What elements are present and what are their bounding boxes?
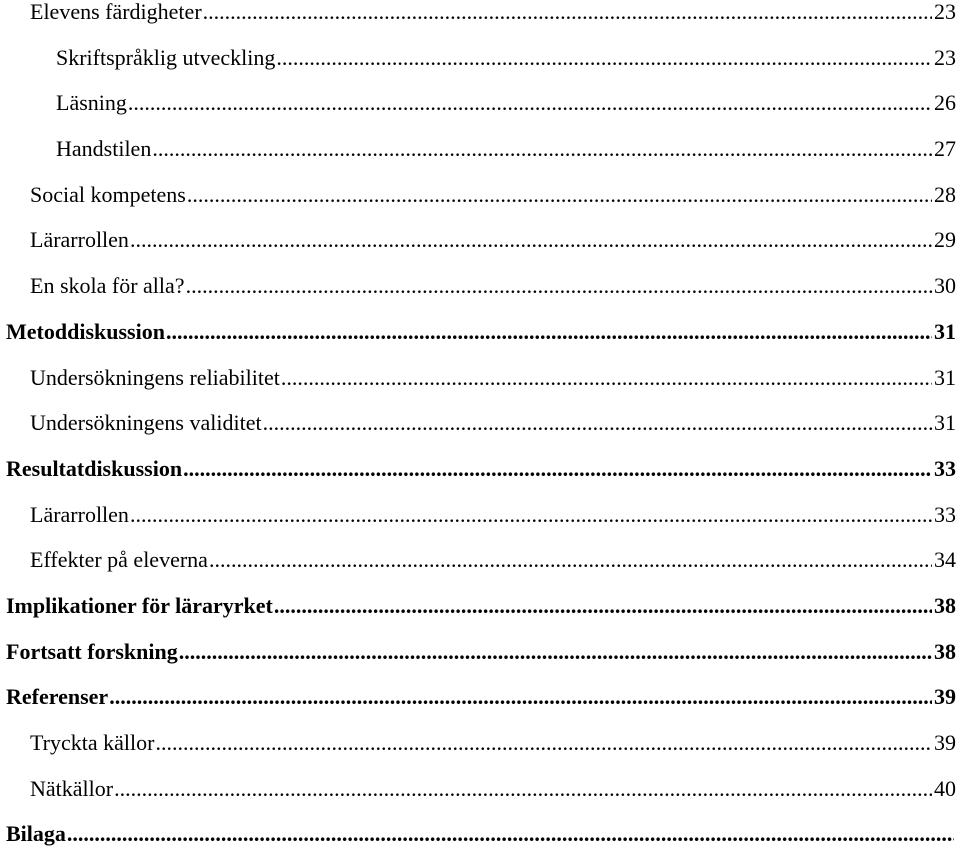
- dot-leader: [203, 0, 932, 35]
- toc-entry-page: 23: [934, 44, 956, 70]
- toc-entry-page: 38: [934, 638, 956, 664]
- dot-leader: [155, 720, 932, 766]
- toc-entry-title: Undersökningens reliabilitet: [30, 364, 280, 390]
- dot-leader: [130, 492, 932, 538]
- toc-entry-page: 30: [934, 273, 956, 299]
- toc-entry[interactable]: [6, 126, 956, 172]
- toc-entry[interactable]: [6, 217, 956, 263]
- dot-leader: [276, 35, 932, 81]
- toc-entry-page: 39: [934, 730, 956, 755]
- toc-entry-title: Skriftspråklig utveckling: [56, 44, 276, 70]
- dot-leader: [128, 80, 932, 126]
- toc-entry-title: Lärarrollen: [30, 227, 129, 253]
- toc-entry-title: Nätkällor: [30, 775, 114, 801]
- dot-leader: [281, 355, 932, 401]
- dot-leader: [179, 629, 932, 675]
- toc-entry-title: Social kompetens: [30, 181, 186, 207]
- toc-entry-page: 33: [934, 501, 956, 527]
- dot-leader: [183, 446, 932, 492]
- toc-entry-title: Fortsatt forskning: [6, 638, 178, 664]
- toc-entry-page: 23: [934, 0, 956, 24]
- toc-entry-page: 39: [934, 684, 956, 710]
- toc-entry-page: 31: [934, 318, 956, 344]
- toc-entry-title: Läsning: [56, 90, 127, 116]
- toc-entry-title: Resultatdiskussion: [6, 455, 183, 481]
- toc-entry-title: Referenser: [6, 684, 109, 710]
- toc-entry-page: 29: [934, 227, 956, 253]
- toc-entry-page: 31: [934, 364, 956, 390]
- toc-entry[interactable]: [6, 355, 956, 401]
- toc-entry[interactable]: [6, 309, 956, 355]
- toc-entry-title: Metoddiskussion: [6, 318, 165, 344]
- dot-leader: [67, 811, 954, 857]
- dot-leader: [274, 583, 932, 629]
- toc-entry[interactable]: [6, 766, 956, 812]
- dot-leader: [186, 263, 932, 309]
- dot-leader: [166, 309, 932, 355]
- dot-leader: [109, 674, 932, 720]
- toc-entry-title: Implikationer för läraryrket: [6, 592, 273, 618]
- toc-entry-title: Elevens färdigheter: [30, 0, 202, 24]
- toc-entry-page: 34: [934, 547, 956, 573]
- toc-entry[interactable]: [6, 172, 956, 218]
- dot-leader: [187, 172, 932, 218]
- toc-entry[interactable]: [6, 537, 956, 583]
- toc-entry-title: En skola för alla?: [30, 273, 185, 299]
- toc-entry-page: 38: [934, 592, 956, 618]
- toc-entry-title: Handstilen: [56, 136, 152, 162]
- dot-leader: [130, 217, 932, 263]
- toc-entry-page: 27: [934, 136, 956, 162]
- toc-entry-title: Tryckta källor: [30, 730, 155, 755]
- toc-entry-page: 40: [934, 775, 956, 801]
- toc-entry-title: Effekter på eleverna: [30, 547, 208, 573]
- toc-entry[interactable]: [6, 583, 956, 629]
- toc-entry[interactable]: [6, 674, 956, 720]
- toc-entry-title: Undersökningens validitet: [30, 410, 262, 436]
- toc-entry[interactable]: [6, 80, 956, 126]
- toc-entry[interactable]: [6, 0, 956, 35]
- toc-entry-title: Lärarrollen: [30, 501, 129, 527]
- toc-entry-title: Bilaga: [6, 821, 66, 847]
- toc-entry[interactable]: [6, 629, 956, 675]
- toc-entry[interactable]: [6, 35, 956, 81]
- dot-leader: [209, 537, 932, 583]
- dot-leader: [263, 400, 932, 446]
- toc-entry[interactable]: [6, 720, 956, 766]
- dot-leader: [152, 126, 932, 172]
- toc-entry[interactable]: [6, 492, 956, 538]
- dot-leader: [114, 766, 932, 812]
- toc-entry-page: 26: [934, 90, 956, 116]
- toc-entry-page: 31: [934, 410, 956, 436]
- toc-entry-page: 33: [934, 455, 956, 481]
- toc-entry[interactable]: [6, 400, 956, 446]
- toc-entry[interactable]: [6, 811, 956, 857]
- table-of-contents: [6, 0, 956, 857]
- toc-entry-page: 28: [934, 181, 956, 207]
- toc-entry[interactable]: [6, 263, 956, 309]
- toc-entry[interactable]: [6, 446, 956, 492]
